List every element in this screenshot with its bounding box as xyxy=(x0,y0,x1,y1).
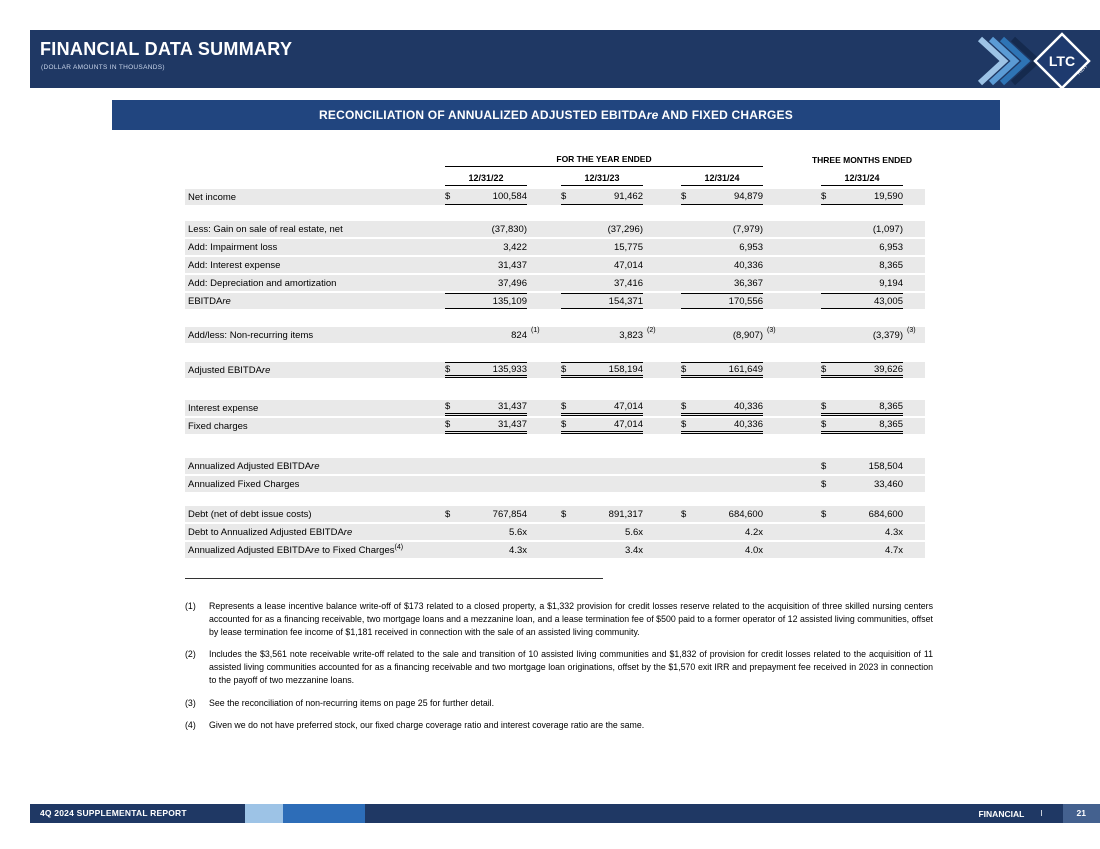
footnote-ref: (3) xyxy=(767,327,776,334)
dollar-sign: $ xyxy=(445,419,451,430)
table-spacer-row xyxy=(185,436,925,458)
table-group-header-row xyxy=(185,152,925,167)
value-cell xyxy=(681,257,763,273)
table-spacer-row xyxy=(185,494,925,506)
chevron-pattern-icon xyxy=(978,28,1096,94)
footer-report-label: 4Q 2024 SUPPLEMENTAL REPORT xyxy=(40,808,187,818)
dollar-sign: $ xyxy=(821,363,827,375)
cell-value: 31,437 xyxy=(497,401,527,412)
table-row xyxy=(185,476,925,492)
table-column-header-row xyxy=(185,170,925,186)
row-label: Add/less: Non-recurring items xyxy=(188,329,314,341)
cell-value: (3,379) xyxy=(872,329,903,341)
logo-subtext: REIT xyxy=(1076,63,1090,77)
value-cell xyxy=(445,542,527,558)
footnote-ref: (3) xyxy=(907,327,916,334)
financial-table xyxy=(185,152,925,560)
cell-value: 8,365 xyxy=(879,419,903,430)
cell-value: 161,649 xyxy=(728,363,763,375)
value-cell xyxy=(561,327,656,343)
value-cell xyxy=(821,189,903,205)
cell-value: 3,422 xyxy=(503,241,527,253)
value-cell xyxy=(821,257,903,273)
value-cell xyxy=(561,275,643,291)
value-cell xyxy=(445,221,527,237)
table-row xyxy=(185,275,925,291)
value-cell xyxy=(681,275,763,291)
footer-accent-blue-segment xyxy=(283,804,365,823)
value-cell xyxy=(561,476,643,492)
cell-value: (7,979) xyxy=(732,223,763,235)
dollar-sign: $ xyxy=(561,419,567,430)
dollar-sign: $ xyxy=(561,191,567,202)
cell-value: 31,437 xyxy=(497,259,527,271)
cell-value: (37,296) xyxy=(607,223,643,235)
footer-bar xyxy=(30,804,1100,823)
table-row xyxy=(185,458,925,474)
footnotes xyxy=(185,600,933,742)
value-cell xyxy=(821,458,903,474)
footnote-text: Given we do not have preferred stock, our fixed charge coverage ratio and interest coverage ratio are the same. xyxy=(209,720,645,731)
table-row xyxy=(185,506,925,522)
value-cell xyxy=(445,189,527,205)
cell-value: 37,496 xyxy=(497,277,527,289)
row-label: EBITDAre xyxy=(188,295,231,307)
cell-value: 891,317 xyxy=(608,508,643,520)
footer-section-label: FINANCIAL xyxy=(978,808,1025,819)
table-spacer-row xyxy=(185,380,925,400)
value-cell xyxy=(821,476,903,492)
cell-value: 33,460 xyxy=(873,478,903,490)
footnote-text: See the reconciliation of non-recurring items on page 25 for further detail. xyxy=(209,697,495,708)
row-label: Annualized Adjusted EBITDAre to Fixed Charges$^{(4)}$ xyxy=(188,543,404,557)
value-cell xyxy=(445,476,527,492)
table-row xyxy=(185,542,925,558)
cell-value: 8,365 xyxy=(879,401,903,412)
value-cell xyxy=(561,362,643,378)
cell-value: (37,830) xyxy=(491,223,527,235)
cell-value: 31,437 xyxy=(497,419,527,430)
value-cell xyxy=(561,239,643,255)
cell-value: 824 xyxy=(511,329,527,341)
row-label: Add: Interest expense xyxy=(188,259,281,271)
cell-value: 154,371 xyxy=(608,295,643,307)
cell-value: 767,854 xyxy=(492,508,527,520)
financial-table-body xyxy=(185,189,925,558)
value-cell xyxy=(445,418,527,434)
row-label: Adjusted EBITDAre xyxy=(188,364,271,376)
value-cell xyxy=(821,400,903,416)
cell-value: 8,365 xyxy=(879,259,903,271)
table-spacer-row xyxy=(185,311,925,327)
dollar-sign: $ xyxy=(821,460,827,472)
cell-value: 40,336 xyxy=(733,259,763,271)
value-cell xyxy=(445,257,527,273)
footnote-item xyxy=(185,719,933,732)
dollar-sign: $ xyxy=(681,419,687,430)
cell-value: 47,014 xyxy=(613,419,643,430)
row-label: Annualized Fixed Charges xyxy=(188,478,300,490)
cell-value: 135,933 xyxy=(492,363,527,375)
row-label: Debt to Annualized Adjusted EBITDAre xyxy=(188,526,353,538)
dollar-sign: $ xyxy=(445,401,451,412)
value-cell xyxy=(681,189,763,205)
table-spacer-row xyxy=(185,345,925,362)
section-title-bar xyxy=(112,100,1000,130)
value-cell xyxy=(681,458,763,474)
value-cell xyxy=(445,524,527,540)
value-cell xyxy=(561,293,643,309)
footnote-text: Includes the $3,561 note receivable write-off related to the sale and transition of 10 assisted living communities and $1,832 of provision for credit losses related to the acquisition of 11 assisted living communities accounted for as a financing receivable and two mortgage loan originations, offset by the $1,570 exit IRR and prepayment fee received in 2023 in connection to the payoff of two mezzanine loans. xyxy=(209,649,933,685)
value-cell xyxy=(445,327,540,343)
cell-value: 37,416 xyxy=(613,277,643,289)
cell-value: 135,109 xyxy=(492,295,527,307)
footnote-item xyxy=(185,600,933,638)
cell-value: 36,367 xyxy=(733,277,763,289)
value-cell xyxy=(445,506,527,522)
page-title: FINANCIAL DATA SUMMARY xyxy=(40,39,293,59)
value-cell xyxy=(561,189,643,205)
cell-value: 684,600 xyxy=(868,508,903,520)
value-cell xyxy=(561,458,643,474)
value-cell xyxy=(681,418,763,434)
table-row xyxy=(185,293,925,309)
value-cell xyxy=(445,400,527,416)
value-cell xyxy=(821,293,903,309)
value-cell xyxy=(681,362,763,378)
table-row xyxy=(185,362,925,378)
value-cell xyxy=(821,524,903,540)
footer-right-group xyxy=(978,804,1100,823)
cell-value: (1,097) xyxy=(872,223,903,235)
logo-text: LTC xyxy=(1048,53,1076,69)
cell-value: 158,504 xyxy=(868,460,903,472)
group-header-three-months: THREE MONTHS ENDED xyxy=(811,155,913,165)
cell-value: 684,600 xyxy=(728,508,763,520)
cell-value: 6,953 xyxy=(739,241,763,253)
cell-value: 47,014 xyxy=(613,259,643,271)
cell-value: 47,014 xyxy=(613,401,643,412)
cell-value: 3.4x xyxy=(625,544,643,556)
cell-value: 15,775 xyxy=(613,241,643,253)
footnote-text: Represents a lease incentive balance write-off of $173 related to a closed property, a $1,332 provision for credit losses reserve related to the acquisition of three skilled nursing centers accounted for as a financing receivable, two mortgage loans and a mezzanine loan, and a lease termination fee of $500 paid to a former operator of 12 assisted living communities, offset by lease termination fee income of $1,181 received in connection with the sale of an assisted living community. xyxy=(209,601,933,637)
dollar-sign: $ xyxy=(821,419,827,430)
section-title: RECONCILIATION OF ANNUALIZED ADJUSTED EBITDAre AND FIXED CHARGES xyxy=(319,108,793,122)
dollar-sign: $ xyxy=(445,191,451,202)
row-label: Add: Depreciation and amortization xyxy=(188,277,337,289)
table-row xyxy=(185,221,925,237)
table-row xyxy=(185,327,925,343)
cell-value: 40,336 xyxy=(733,401,763,412)
footnote-item xyxy=(185,697,933,710)
footnote-number: (3) xyxy=(185,697,196,708)
value-cell xyxy=(821,275,903,291)
cell-value: 5.6x xyxy=(509,526,527,538)
cell-value: 94,879 xyxy=(733,191,763,202)
cell-value: 4.7x xyxy=(885,544,903,556)
value-cell xyxy=(681,221,763,237)
cell-value: 9,194 xyxy=(879,277,903,289)
page-subtitle: (DOLLAR AMOUNTS IN THOUSANDS) xyxy=(41,64,165,71)
cell-value: 100,584 xyxy=(492,191,527,202)
cell-value: 6,953 xyxy=(879,241,903,253)
value-cell xyxy=(681,506,763,522)
row-label: Add: Impairment loss xyxy=(188,241,278,253)
value-cell xyxy=(681,542,763,558)
cell-value: 4.3x xyxy=(509,544,527,556)
cell-value: 170,556 xyxy=(728,295,763,307)
cell-value: 4.3x xyxy=(885,526,903,538)
dollar-sign: $ xyxy=(445,363,451,375)
footnote-item xyxy=(185,648,933,686)
footer-accent-light-segment xyxy=(245,804,283,823)
cell-value: 158,194 xyxy=(608,363,643,375)
col-header-2: 12/31/23 xyxy=(561,173,643,186)
dollar-sign: $ xyxy=(821,401,827,412)
value-cell xyxy=(561,542,643,558)
footnote-number: (2) xyxy=(185,649,196,660)
value-cell xyxy=(821,362,903,378)
table-row xyxy=(185,400,925,416)
value-cell xyxy=(681,293,763,309)
row-label: Net income xyxy=(188,191,237,203)
cell-value: 91,462 xyxy=(613,191,643,202)
value-cell xyxy=(561,506,643,522)
value-cell xyxy=(561,524,643,540)
value-cell xyxy=(445,293,527,309)
footer-separator: I xyxy=(1040,809,1043,818)
row-label: Fixed charges xyxy=(188,420,248,432)
value-cell xyxy=(821,542,903,558)
dollar-sign: $ xyxy=(681,363,687,375)
dollar-sign: $ xyxy=(681,508,687,520)
dollar-sign: $ xyxy=(561,401,567,412)
footnote-ref: (4) xyxy=(394,543,404,551)
row-label: Interest expense xyxy=(188,402,259,414)
value-cell xyxy=(681,476,763,492)
footnote-number: (1) xyxy=(185,601,196,611)
col-header-1: 12/31/22 xyxy=(445,173,527,186)
cell-value: 40,336 xyxy=(733,419,763,430)
cell-value: 43,005 xyxy=(873,295,903,307)
footnote-number: (4) xyxy=(185,720,196,731)
dollar-sign: $ xyxy=(681,401,687,412)
col-header-4: 12/31/24 xyxy=(821,173,903,186)
value-cell xyxy=(681,239,763,255)
cell-value: 3,823 xyxy=(619,329,643,341)
value-cell xyxy=(681,327,776,343)
value-cell xyxy=(445,458,527,474)
table-row xyxy=(185,257,925,273)
table-row xyxy=(185,239,925,255)
value-cell xyxy=(821,239,903,255)
table-row xyxy=(185,418,925,434)
cell-value: 5.6x xyxy=(625,526,643,538)
row-label: Less: Gain on sale of real estate, net xyxy=(188,223,343,235)
value-cell xyxy=(445,275,527,291)
dollar-sign: $ xyxy=(821,508,827,520)
value-cell xyxy=(445,239,527,255)
footnote-ref: (1) xyxy=(531,327,540,334)
footer-page-number: 21 xyxy=(1063,804,1100,823)
table-row xyxy=(185,189,925,205)
table-row xyxy=(185,524,925,540)
value-cell xyxy=(681,400,763,416)
cell-value: 39,626 xyxy=(873,363,903,375)
table-spacer-row xyxy=(185,207,925,221)
cell-value: 19,590 xyxy=(873,191,903,202)
value-cell xyxy=(561,257,643,273)
value-cell xyxy=(821,327,916,343)
ltc-logo xyxy=(978,28,1096,94)
footnote-ref: (2) xyxy=(647,327,656,334)
value-cell xyxy=(561,221,643,237)
row-label: Debt (net of debt issue costs) xyxy=(188,508,312,520)
dollar-sign: $ xyxy=(561,508,567,520)
value-cell xyxy=(561,400,643,416)
header-bar xyxy=(30,30,1100,88)
value-cell xyxy=(681,524,763,540)
value-cell xyxy=(821,221,903,237)
dollar-sign: $ xyxy=(821,478,827,490)
value-cell xyxy=(445,362,527,378)
footnote-divider xyxy=(185,578,603,579)
cell-value: 4.0x xyxy=(745,544,763,556)
value-cell xyxy=(821,506,903,522)
dollar-sign: $ xyxy=(561,363,567,375)
dollar-sign: $ xyxy=(821,191,827,202)
row-label: Annualized Adjusted EBITDAre xyxy=(188,460,320,472)
cell-value: 4.2x xyxy=(745,526,763,538)
value-cell xyxy=(821,418,903,434)
cell-value: (8,907) xyxy=(732,329,763,341)
group-header-year-ended: FOR THE YEAR ENDED xyxy=(445,154,763,167)
dollar-sign: $ xyxy=(681,191,687,202)
col-header-3: 12/31/24 xyxy=(681,173,763,186)
dollar-sign: $ xyxy=(445,508,451,520)
value-cell xyxy=(561,418,643,434)
